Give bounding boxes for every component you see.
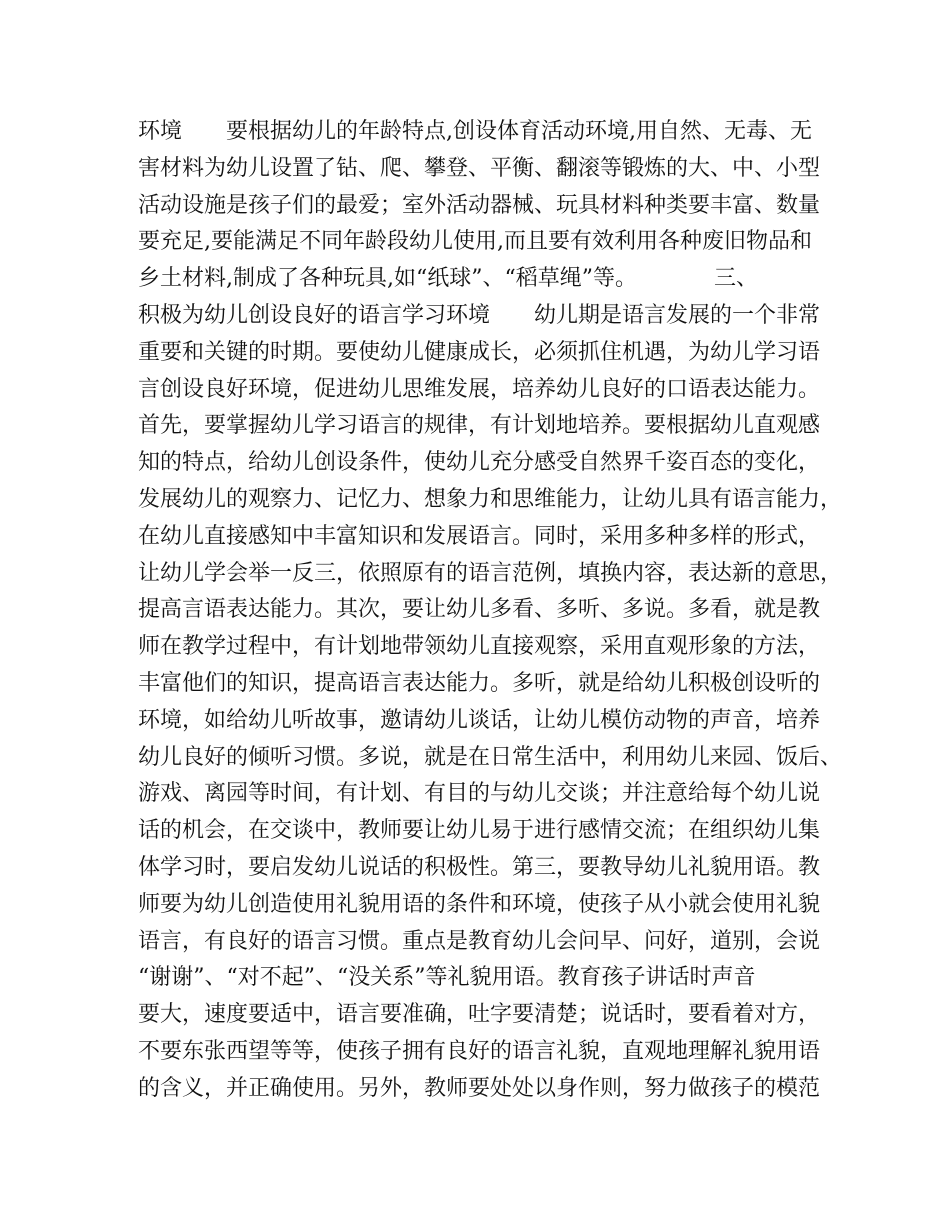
text-line: 不要东张西望等等，使孩子拥有良好的语言礼貌，直观地理解礼貌用语	[138, 1038, 821, 1064]
text-line: 首先，要掌握幼儿学习语言的规律，有计划地培养。要根据幼儿直观感	[138, 413, 821, 439]
text-line: 语言，有良好的语言习惯。重点是教育幼儿会问早、问好，道别，会说	[138, 928, 821, 954]
text-line: 知的特点，给幼儿创设条件，使幼儿充分感受自然界千姿百态的变化，	[138, 450, 821, 476]
text-line: 环境，如给幼儿听故事，邀请幼儿谈话，让幼儿模仿动物的声音，培养	[138, 707, 821, 733]
text-line: 重要和关键的时期。要使幼儿健康成长，必须抓住机遇，为幼儿学习语	[138, 339, 821, 365]
text-line: 幼儿良好的倾听习惯。多说，就是在日常生活中，利用幼儿来园、饭后、	[138, 744, 843, 770]
text-line: “谢谢”、“对不起”、“没关系”等礼貌用语。教育孩子讲话时声音	[138, 965, 756, 991]
text-line: 活动设施是孩子们的最爱；室外活动器械、玩具材料种类要丰富、数量	[138, 192, 821, 218]
text-line: 积极为幼儿创设良好的语言学习环境 幼儿期是语言发展的一个非常	[138, 302, 821, 328]
text-line: 让幼儿学会举一反三，依照原有的语言范例，填换内容，表达新的意思，	[138, 560, 843, 586]
text-line: 话的机会，在交谈中，教师要让幼儿易于进行感情交流；在组织幼儿集	[138, 818, 821, 844]
text-line: 害材料为幼儿设置了钻、爬、攀登、平衡、翻滚等锻炼的大、中、小型	[138, 155, 821, 181]
text-line: 提高言语表达能力。其次，要让幼儿多看、多听、多说。多看，就是教	[138, 597, 821, 623]
text-line: 要充足,要能满足不同年龄段幼儿使用,而且要有效利用各种废旧物品和	[138, 229, 812, 255]
text-line: 的含义，并正确使用。另外，教师要处处以身作则，努力做孩子的模范	[138, 1075, 821, 1101]
text-line: 师在教学过程中，有计划地带领幼儿直接观察，采用直观形象的方法，	[138, 634, 821, 660]
text-line: 游戏、离园等时间，有计划、有目的与幼儿交谈；并注意给每个幼儿说	[138, 781, 821, 807]
body-text	[138, 114, 843, 1108]
text-line: 体学习时，要启发幼儿说话的积极性。第三，要教导幼儿礼貌用语。教	[138, 854, 821, 880]
text-line: 发展幼儿的观察力、记忆力、想象力和思维能力，让幼儿具有语言能力，	[138, 486, 843, 512]
text-line: 乡土材料,制成了各种玩具,如“纸球”、“稻草绳”等。 三、	[138, 266, 758, 292]
text-line: 丰富他们的知识，提高语言表达能力。多听，就是给幼儿积极创设听的	[138, 670, 821, 696]
text-line: 在幼儿直接感知中丰富知识和发展语言。同时，采用多种多样的形式，	[138, 523, 821, 549]
text-line: 师要为幼儿创造使用礼貌用语的条件和环境，使孩子从小就会使用礼貌	[138, 891, 821, 917]
text-line: 环境 要根据幼儿的年龄特点,创设体育活动环境,用自然、无毒、无	[138, 119, 812, 144]
text-line: 要大，速度要适中，语言要准确，吐字要清楚；说话时，要看着对方，	[138, 1002, 821, 1028]
text-line: 言创设良好环境，促进幼儿思维发展，培养幼儿良好的口语表达能力。	[138, 376, 821, 402]
